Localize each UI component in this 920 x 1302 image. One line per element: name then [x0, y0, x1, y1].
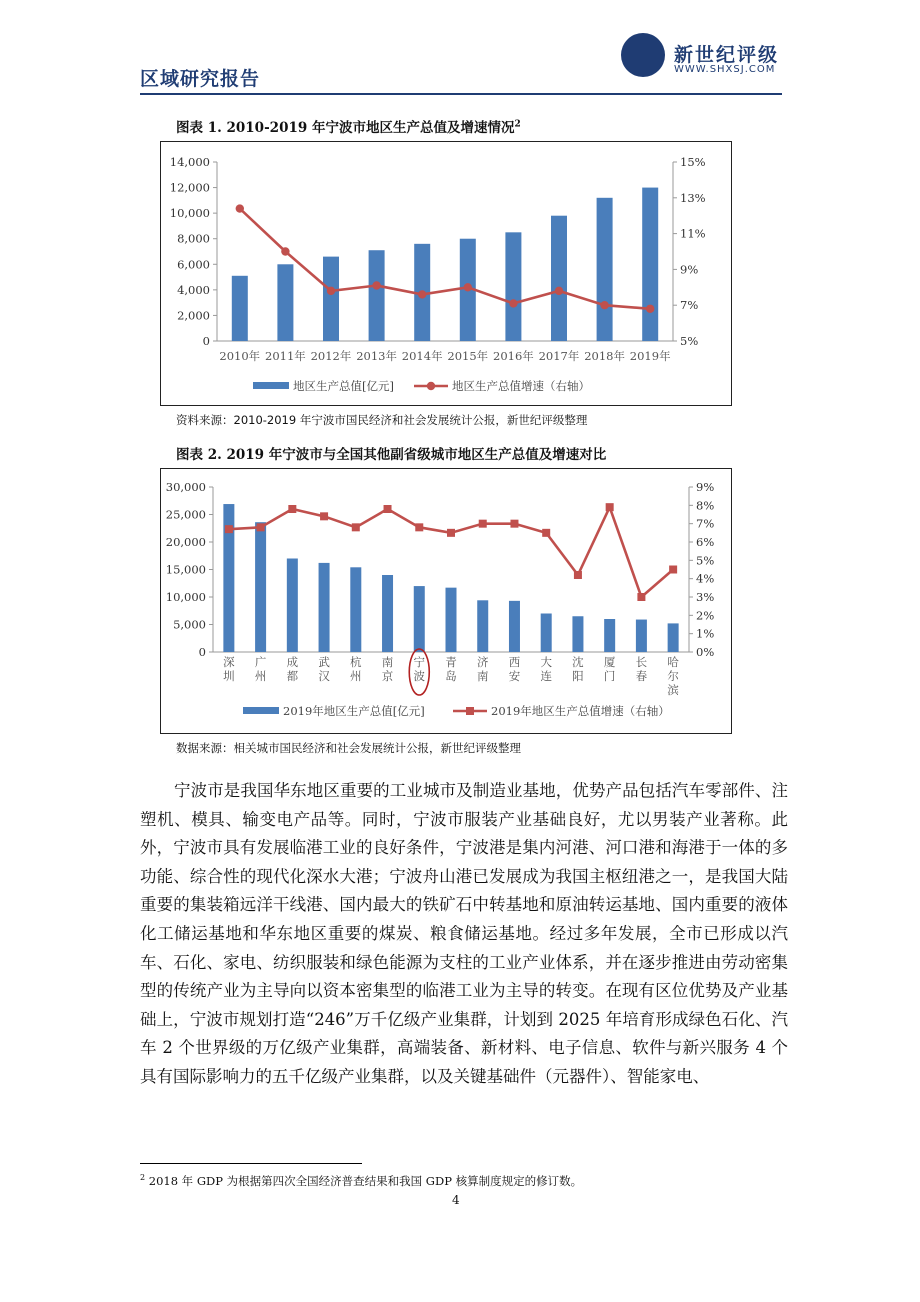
growth-point: [236, 204, 244, 212]
bar-2012年: [323, 257, 339, 341]
page-number: 4: [452, 1193, 460, 1207]
footnote-marker: 2: [140, 1173, 146, 1183]
figure2-source: 数据来源：相关城市国民经济和社会发展统计公报，新世纪评级整理: [176, 741, 521, 755]
bar-大连: [541, 614, 552, 653]
figure1-source: 资料来源：2010-2019 年宁波市国民经济和社会发展统计公报，新世纪评级整理: [176, 413, 588, 427]
bar-2019年: [642, 188, 658, 341]
x-tick-label: 杭州: [350, 655, 362, 683]
x-tick-label: 2017年: [538, 349, 580, 363]
footnote-text: 2018 年 GDP 为根据第四次全国经济普查结果和我国 GDP 核算制度规定的修订数。: [148, 1174, 583, 1188]
chart2-svg: [161, 469, 731, 733]
growth-point: [225, 525, 233, 533]
growth-point: [606, 503, 614, 511]
x-tick-label: 2015年: [447, 349, 489, 363]
x-tick-label: 广州: [254, 655, 267, 683]
growth-point: [447, 529, 455, 537]
x-tick-label: 2019年: [629, 349, 671, 363]
growth-point: [646, 305, 654, 313]
right-tick-label: 11%: [680, 226, 706, 241]
growth-point: [637, 593, 645, 601]
bar-青岛: [446, 588, 457, 652]
left-tick-label: 5,000: [173, 617, 206, 632]
growth-point: [555, 287, 563, 295]
left-tick-label: 0: [198, 645, 206, 659]
x-tick-label: 2016年: [493, 349, 534, 363]
left-tick-label: 12,000: [169, 180, 210, 195]
growth-point: [415, 523, 423, 531]
figure2-title: 图表 2. 2019 年宁波市与全国其他副省级城市地区生产总值及增速对比: [176, 447, 607, 463]
x-tick-label: 南京: [381, 655, 394, 683]
figure1-title: [176, 116, 521, 136]
bar-广州: [255, 522, 266, 652]
legend-bar-swatch: [243, 707, 279, 714]
left-tick-label: 25,000: [165, 507, 206, 522]
left-tick-label: 30,000: [165, 480, 206, 494]
bar-济南: [477, 600, 488, 652]
growth-point: [327, 287, 335, 295]
left-tick-label: 20,000: [165, 535, 206, 549]
legend-line-marker: [466, 707, 474, 715]
report-section-title: 区域研究报告: [140, 68, 261, 90]
x-tick-label: 武汉: [318, 655, 330, 683]
x-tick-label: 厦门: [603, 655, 616, 683]
footnote-divider: [140, 1163, 362, 1164]
x-tick-label: 沈阳: [572, 655, 584, 683]
legend-line-label: 2019年地区生产总值增速（右轴）: [491, 704, 670, 718]
chart1-frame: [160, 141, 732, 406]
figure1-title-text: 图表 1. 2010-2019 年宁波市地区生产总值及增速情况: [176, 120, 515, 136]
left-tick-label: 14,000: [169, 155, 210, 169]
growth-point: [542, 529, 550, 537]
x-tick-label: 2012年: [310, 349, 352, 363]
chart2-frame: [160, 468, 732, 734]
x-tick-label: 青岛: [445, 655, 457, 683]
right-tick-label: 5%: [680, 334, 699, 348]
x-tick-label: 哈尔滨: [667, 655, 679, 697]
bar-2011年: [277, 264, 293, 341]
right-tick-label: 7%: [696, 516, 715, 531]
x-tick-label: 成都: [286, 655, 299, 683]
x-tick-label: 长春: [635, 655, 648, 683]
bar-长春: [636, 620, 647, 652]
bar-武汉: [319, 563, 330, 652]
bar-2010年: [232, 276, 248, 341]
brand-logo-icon: [621, 33, 665, 77]
x-tick-label: 2011年: [265, 349, 306, 363]
left-tick-label: 6,000: [177, 257, 210, 272]
growth-point: [288, 505, 296, 513]
legend-bar-swatch: [253, 382, 289, 389]
left-tick-label: 0: [202, 334, 210, 348]
right-tick-label: 13%: [680, 190, 706, 205]
bar-2018年: [597, 198, 613, 341]
header-divider: [140, 93, 782, 95]
left-tick-label: 2,000: [177, 308, 210, 323]
bar-2013年: [369, 250, 385, 341]
right-tick-label: 1%: [696, 626, 715, 641]
right-tick-label: 7%: [680, 298, 699, 313]
x-tick-label: 2018年: [584, 349, 625, 363]
growth-point: [479, 520, 487, 528]
right-tick-label: 9%: [680, 262, 699, 277]
brand-url: WWW.SHXSJ.COM: [674, 64, 776, 75]
bar-厦门: [604, 619, 615, 652]
growth-point: [320, 512, 328, 520]
growth-point: [352, 523, 360, 531]
brand-name: 新世纪评级: [674, 44, 780, 66]
right-tick-label: 15%: [680, 155, 706, 169]
x-tick-label: 2014年: [401, 349, 443, 363]
growth-point: [372, 281, 380, 289]
legend-bar-label: 地区生产总值[亿元]: [293, 379, 394, 393]
legend-bar-label: 2019年地区生产总值[亿元]: [283, 704, 425, 718]
x-tick-label: 2013年: [356, 349, 397, 363]
growth-point: [510, 520, 518, 528]
growth-line: [240, 209, 650, 309]
bar-2016年: [505, 232, 521, 341]
footnote: [140, 1173, 582, 1189]
bar-成都: [287, 559, 298, 653]
left-tick-label: 10,000: [165, 590, 206, 604]
left-tick-label: 10,000: [169, 206, 210, 221]
legend-line-marker: [427, 382, 435, 390]
bar-西安: [509, 601, 520, 652]
bar-南京: [382, 575, 393, 652]
growth-point: [574, 571, 582, 579]
right-tick-label: 3%: [696, 590, 715, 604]
x-tick-label: 宁波: [413, 655, 426, 683]
chart1-svg: [161, 142, 731, 405]
x-tick-label: 西安: [508, 655, 521, 683]
right-tick-label: 8%: [696, 498, 715, 513]
bar-沈阳: [572, 616, 583, 652]
x-tick-label: 济南: [476, 655, 489, 683]
x-tick-label: 大连: [540, 655, 552, 683]
right-tick-label: 2%: [696, 608, 715, 623]
growth-point: [600, 301, 608, 309]
growth-point: [418, 290, 426, 298]
bar-杭州: [350, 567, 361, 652]
right-tick-label: 4%: [696, 571, 715, 586]
left-tick-label: 15,000: [165, 562, 206, 577]
legend-line-label: 地区生产总值增速（右轴）: [452, 379, 590, 393]
bar-哈尔滨: [668, 623, 679, 652]
growth-point: [464, 283, 472, 291]
left-tick-label: 8,000: [177, 231, 210, 246]
growth-point: [384, 505, 392, 513]
left-tick-label: 4,000: [177, 282, 210, 297]
right-tick-label: 5%: [696, 553, 715, 568]
growth-point: [257, 523, 265, 531]
right-tick-label: 6%: [696, 535, 715, 549]
bar-2017年: [551, 216, 567, 341]
growth-point: [281, 247, 289, 255]
x-tick-label: 深圳: [223, 655, 235, 683]
bar-宁波: [414, 586, 425, 652]
growth-point: [509, 299, 517, 307]
x-tick-label: 2010年: [219, 349, 261, 363]
body-paragraph: 宁波市是我国华东地区重要的工业城市及制造业基地，优势产品包括汽车零部件、注塑机、模具、输变电产品等。同时，宁波市服装产业基础良好，尤以男装产业著称。此外，宁波市具有发展临港工业的良好条件，宁波港是集内河港、河口港和海港于一体的多功能、综合性的现代化深水大港；宁波舟山港已发展成为我国主枢纽港之一，是我国大陆重要的集装箱远洋干线港、国内最大的铁矿石中转基地和原油转运基地、国内重要的液体化工储运基地和华东地区重要的煤炭、粮食储运基地。经过多年发展，全市已形成以汽车、石化、家电、纺织服装和绿色能源为支柱的工业产业体系，并在逐步推进由劳动密集型的传统产业为主导向以资本密集型的临港工业为主导的转变。在现有区位优势及产业基础上，宁波市规划打造“246”万千亿级产业集群，计划到 2025 年培育形成绿色石化、汽车 2 个世界级的万亿级产业集群，高端装备、新材料、电子信息、软件与新兴服务 4 个具有国际影响力的五千亿级产业集群，以及关键基础件（元器件）、智能家电、: [140, 781, 788, 1086]
right-tick-label: 0%: [696, 645, 715, 659]
figure1-title-sup: 2: [514, 119, 521, 130]
growth-point: [669, 566, 677, 574]
right-tick-label: 9%: [696, 480, 715, 494]
